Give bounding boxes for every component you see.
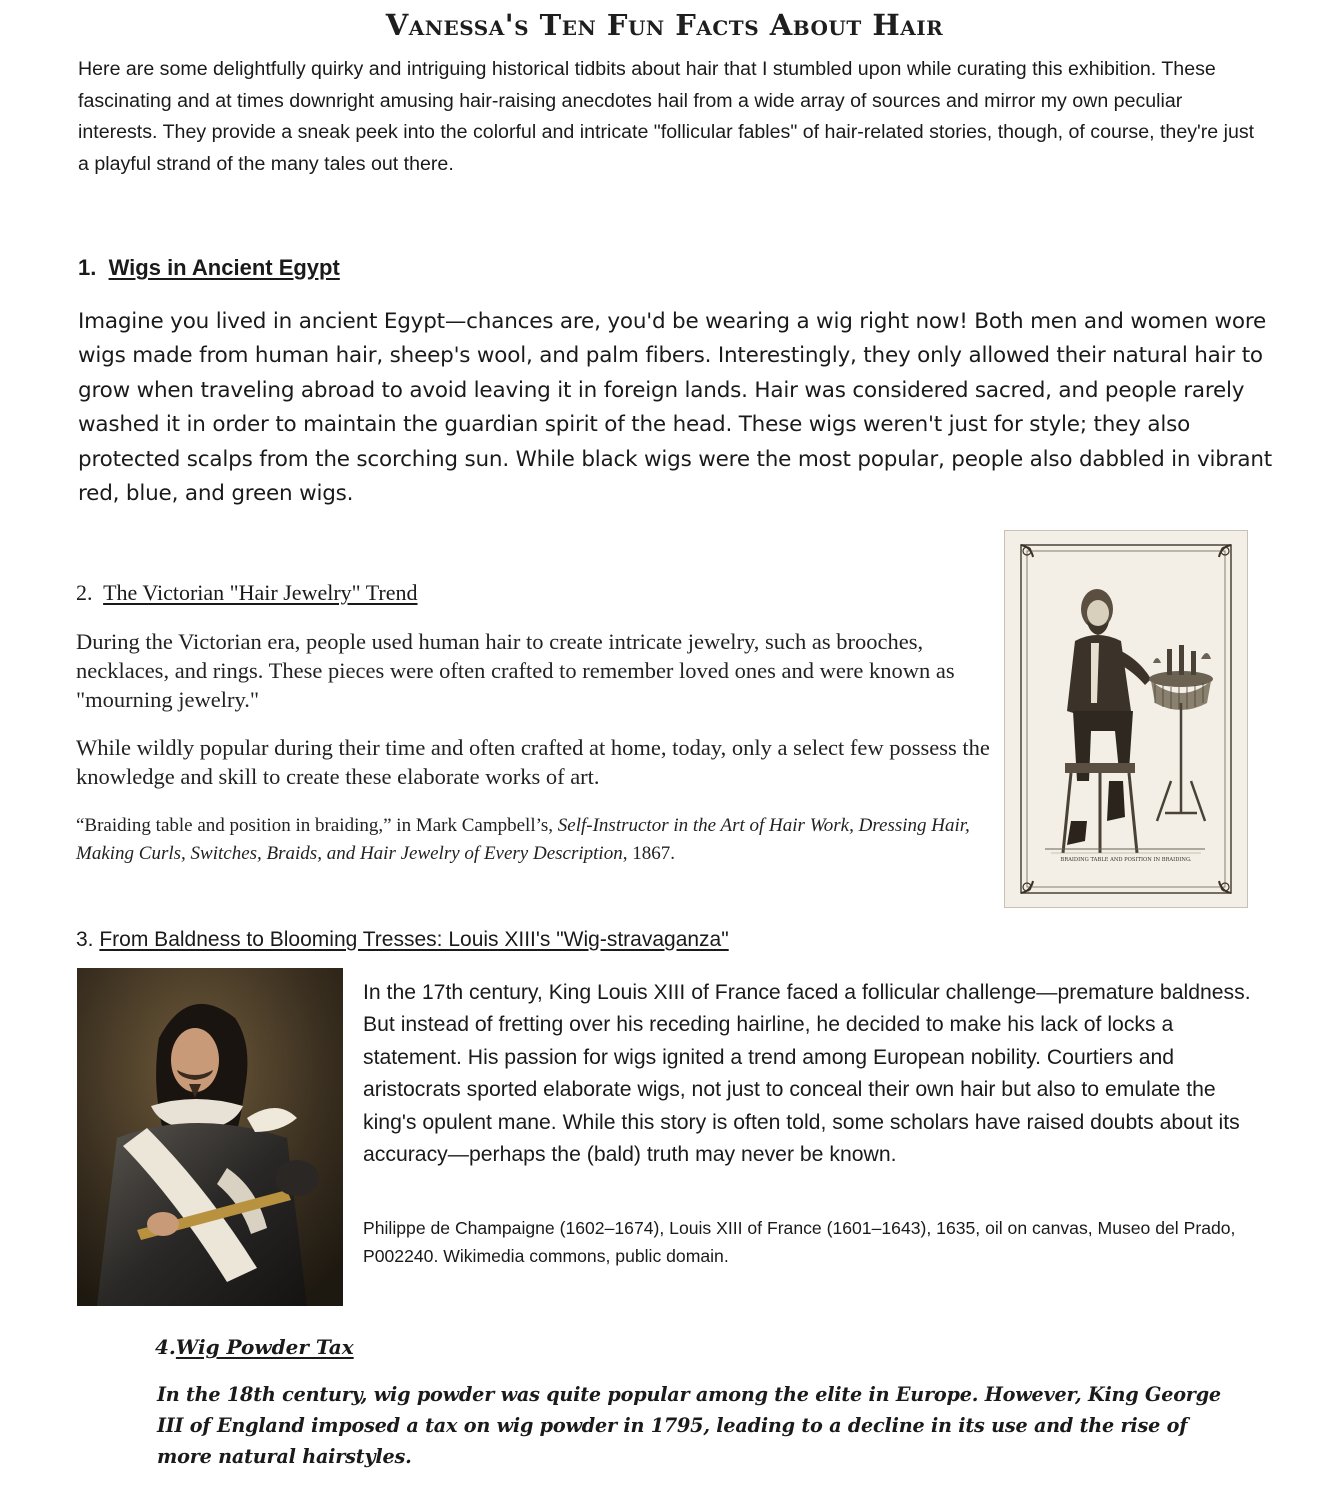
fact-3-caption: Philippe de Champaigne (1602–1674), Louis XIII of France (1601–1643), 1635, oil on canvas, Museo del Prado, P002240. Wikimedia commons, public domain. xyxy=(363,1218,1236,1266)
fact-2-caption-prefix: “Braiding table and position in braiding,” in Mark Campbell’s, xyxy=(76,815,558,836)
louis-xiii-portrait-image xyxy=(77,968,343,1306)
fact-1-body: Imagine you lived in ancient Egypt—chances are, you'd be wearing a wig right now! Both men and women wore wigs made from human hair, sheep's wool, and palm fibers. Interestingly, they only allowed their natural hair to grow when traveling abroad to avoid leaving it in foreign lands. Hair was considered sacred, and people rarely washed it in order to maintain the guardian spirit of the head. These wigs weren't just for style; they also protected scalps from the scorching sun. While black wigs were the most popular, people also dabbled in vibrant red, blue, and green wigs. xyxy=(78,309,1273,507)
fact-2-paragraph-1: During the Victorian era, people used human hair to create intricate jewelry, such as brooches, necklaces, and rings. These pieces were often crafted to remember loved ones and were known as "mourning jewelry." xyxy=(76,629,955,712)
louis-xiii-portrait-painting xyxy=(77,968,343,1306)
fact-2-number: 2. xyxy=(76,580,93,605)
fact-4-number: 4. xyxy=(155,1335,176,1359)
fact-1-heading xyxy=(78,255,340,281)
fact-4-heading xyxy=(155,1335,354,1359)
page-title: Vanessa's Ten Fun Facts About Hair xyxy=(385,8,944,42)
fact-2-caption-title: Self-Instructor in the Art of Hair Work, Dressing Hair, Making Curls, Switches, Braids, and Hair Jewelry of Every Description xyxy=(76,815,970,864)
intro-paragraph: Here are some delightfully quirky and intriguing historical tidbits about hair that I stumbled upon while curating this exhibition. These fascinating and at times downright amusing hair-raising anecdotes hail from a wide array of sources and mirror my own peculiar interests. They provide a sneak peek into the colorful and intricate "follicular fables" of hair-related stories, though, of course, they're just a playful strand of the many tales out there. xyxy=(78,58,1255,175)
fact-4-title: Wig Powder Tax xyxy=(175,1335,354,1359)
fact-1-title: Wigs in Ancient Egypt xyxy=(108,255,340,280)
fact-4-body: In the 18th century, wig powder was quite popular among the elite in Europe. However, King George III of England imposed a tax on wig powder in 1795, leading to a decline in its use and the rise of more natural hairstyles. xyxy=(157,1383,1221,1468)
fact-3-heading xyxy=(76,928,729,952)
fact-2-title: The Victorian "Hair Jewelry" Trend xyxy=(103,580,418,605)
fact-2-caption xyxy=(76,812,976,868)
fact-3-number: 3. xyxy=(76,928,94,951)
braiding-engraving-illustration xyxy=(1005,531,1247,907)
fact-1-number: 1. xyxy=(78,255,97,280)
engraving-caption: BRAIDING TABLE AND POSITION IN BRAIDING. xyxy=(1060,857,1192,863)
braiding-engraving-image xyxy=(1004,530,1248,908)
fact-2-caption-suffix: , 1867. xyxy=(622,843,675,864)
fact-2-heading xyxy=(76,580,418,606)
fact-3-body: In the 17th century, King Louis XIII of France faced a follicular challenge—premature baldness. But instead of fretting over his receding hairline, he decided to make his lack of locks a statement. His passion for wigs ignited a trend among European nobility. Courtiers and aristocrats sported elaborate wigs, not just to conceal their own hair but also to emulate the king's opulent mane. While this story is often told, some scholars have raised doubts about its accuracy—perhaps the (bald) truth may never be known. xyxy=(363,981,1251,1167)
fact-3-title: From Baldness to Blooming Tresses: Louis XIII's "Wig-stravaganza" xyxy=(99,928,729,951)
fact-2-paragraph-2: While wildly popular during their time and often crafted at home, today, only a select few possess the knowledge and skill to create these elaborate works of art. xyxy=(76,735,990,789)
